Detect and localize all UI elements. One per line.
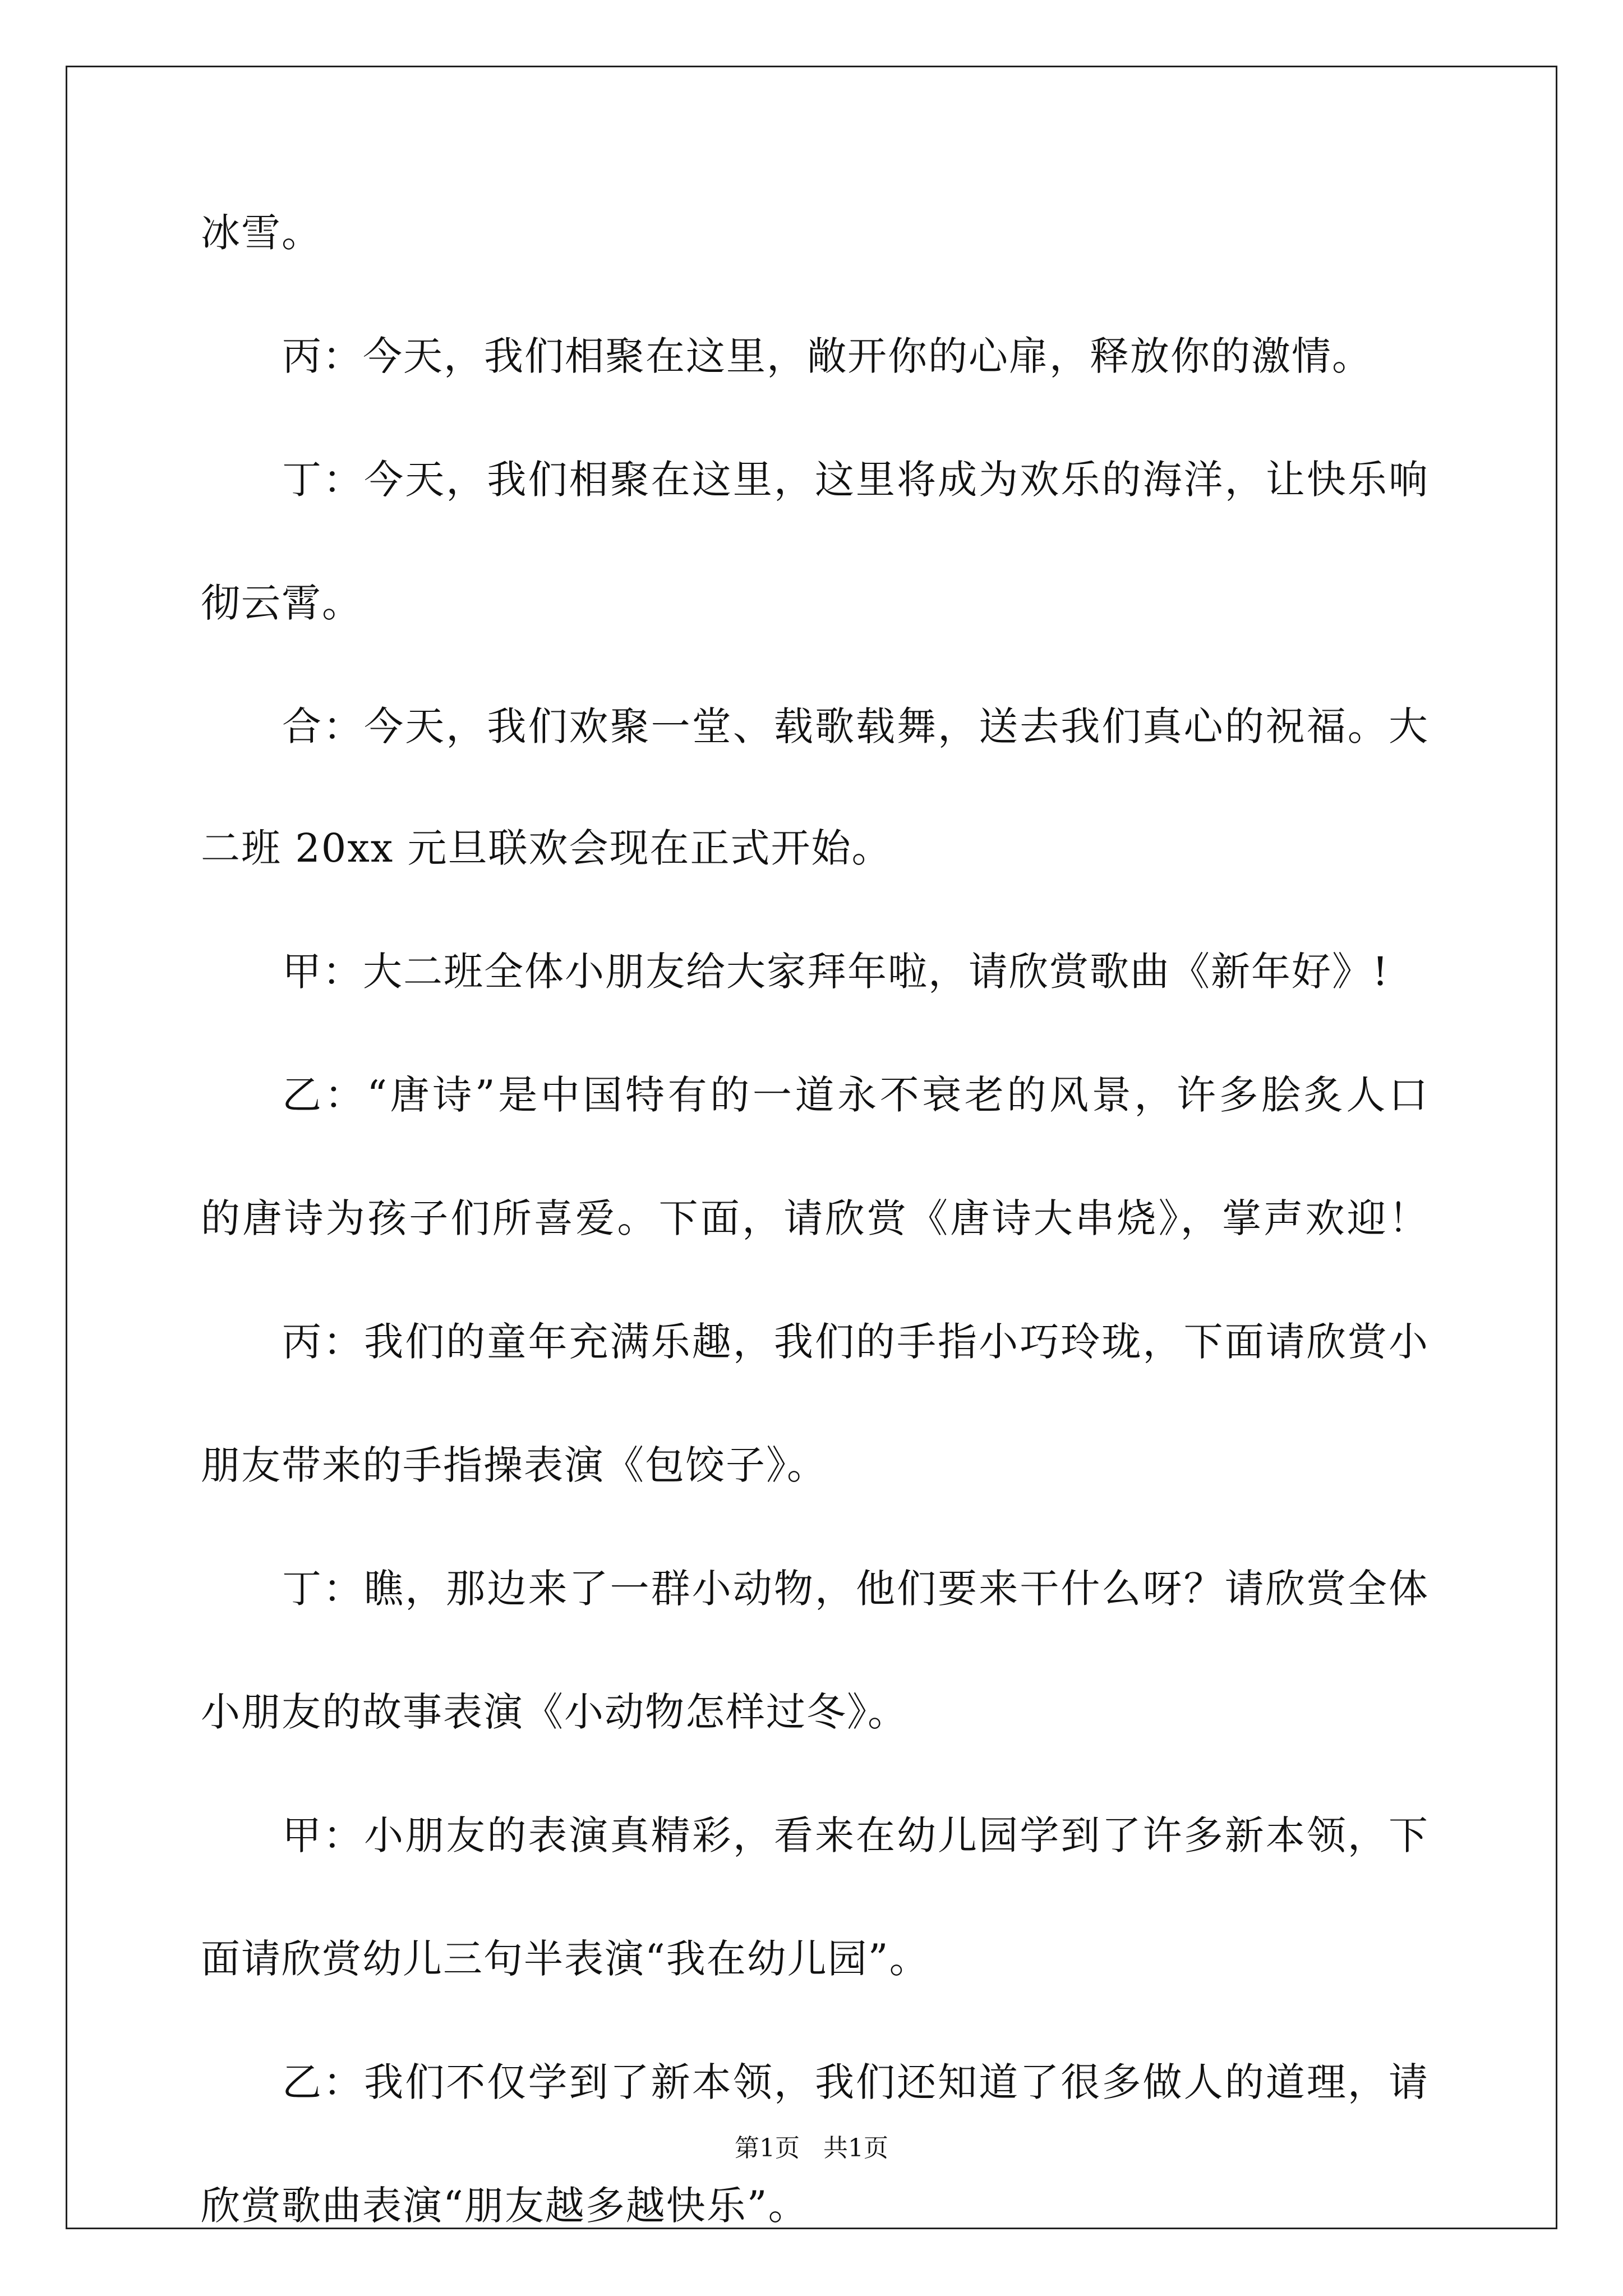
text-line: 乙：我们不仅学到了新本领，我们还知道了很多做人的道理，请 bbox=[282, 2059, 1429, 2105]
page-border bbox=[66, 66, 1557, 2229]
text-line: 丁：今天，我们相聚在这里，这里将成为欢乐的海洋，让快乐响 bbox=[282, 457, 1429, 503]
text-line: 面请欣赏幼儿三句半表演“我在幼儿园”。 bbox=[201, 1936, 930, 1982]
text-line: 丙：今天，我们相聚在这里，敞开你的心扉，释放你的激情。 bbox=[282, 333, 1372, 379]
text-line: 丙：我们的童年充满乐趣，我们的手指小巧玲珑，下面请欣赏小 bbox=[282, 1319, 1429, 1365]
text-line: 乙：“唐诗”是中国特有的一道永不衰老的风景，许多脍炙人口 bbox=[282, 1072, 1429, 1118]
text-line: 冰雪。 bbox=[201, 210, 322, 256]
text-line: 的唐诗为孩子们所喜爱。下面，请欣赏《唐诗大串烧》，掌声欢迎！ bbox=[201, 1195, 1429, 1241]
text-line: 朋友带来的手指操表演《包饺子》。 bbox=[201, 1442, 827, 1488]
text-line: 甲：大二班全体小朋友给大家拜年啦，请欣赏歌曲《新年好》! bbox=[282, 949, 1390, 995]
text-line: 丁：瞧，那边来了一群小动物，他们要来干什么呀？请欣赏全体 bbox=[282, 1566, 1429, 1612]
page-number-footer: 第1页 共1页 bbox=[735, 2134, 888, 2162]
text-line: 甲：小朋友的表演真精彩，看来在幼儿园学到了许多新本领，下 bbox=[282, 1812, 1429, 1858]
text-line: 小朋友的故事表演《小动物怎样过冬》。 bbox=[201, 1689, 908, 1735]
text-line: 彻云霄。 bbox=[201, 580, 362, 626]
text-line: 合：今天，我们欢聚一堂、载歌载舞，送去我们真心的祝福。大 bbox=[282, 703, 1429, 749]
text-line: 二班 20xx 元旦联欢会现在正式开始。 bbox=[201, 825, 892, 871]
text-line: 欣赏歌曲表演“朋友越多越快乐”。 bbox=[201, 2183, 809, 2229]
